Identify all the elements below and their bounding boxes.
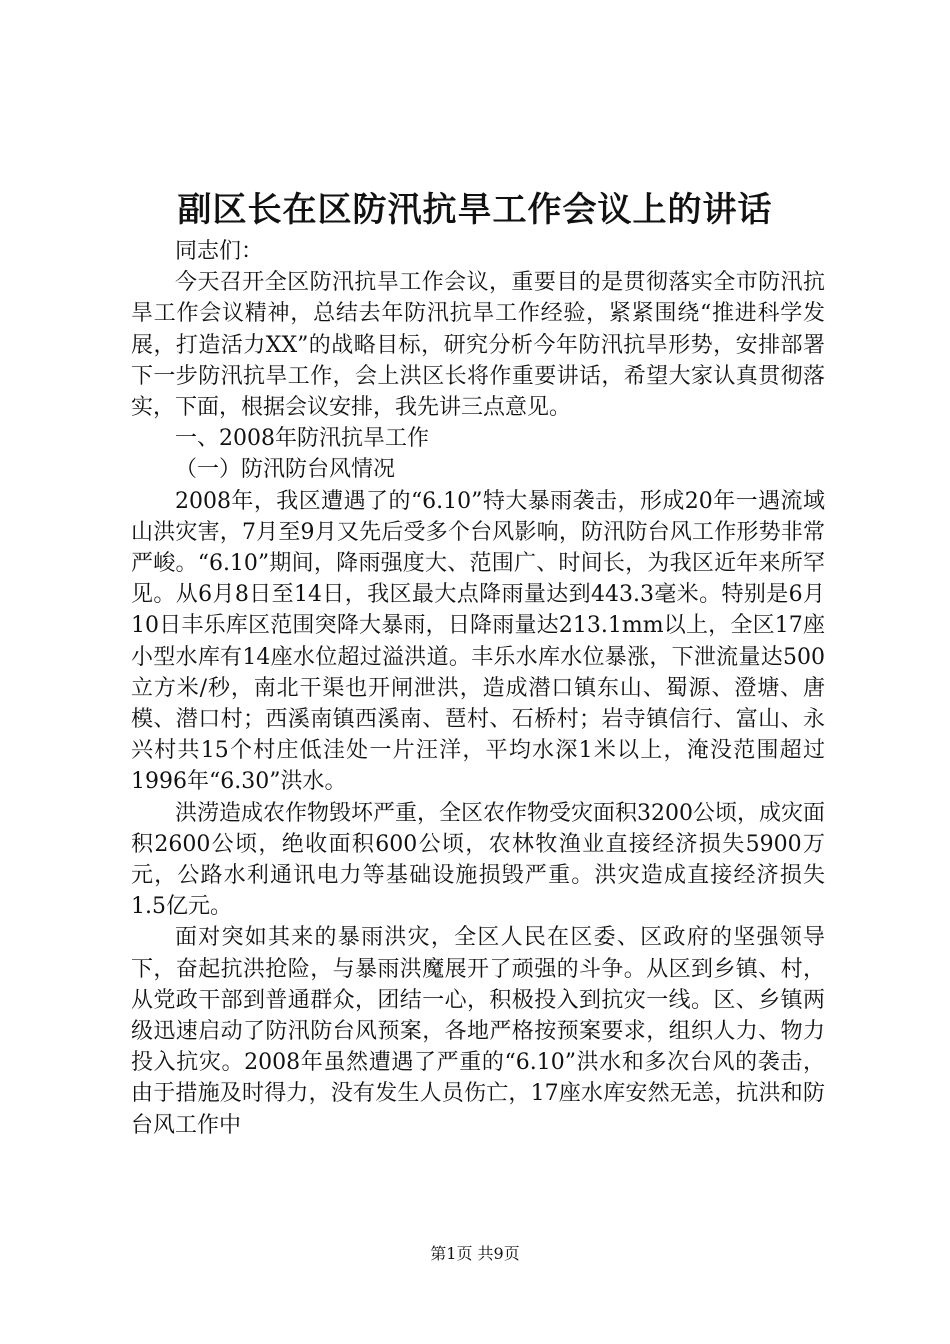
section-heading: 一、2008年防汛抗旱工作 xyxy=(175,426,429,452)
page-number-footer: 第1页 共9页 xyxy=(430,1244,520,1263)
subsection-heading: （一）防汛防台风情况 xyxy=(175,457,396,483)
document-body xyxy=(131,236,825,1141)
paragraph-flood-response: 面对突如其来的暴雨洪灾，全区人民在区委、区政府的坚强领导下，奋起抗洪抢险，与暴雨洪魔展开了顽强的斗争。从区到乡镇、村，从党政干部到普通群众，团结一心，积极投入到抗灾一线。区、乡镇两级迅速启动了防汛防台风预案，各地严格按预案要求，组织人力、物力投入抗灾。2008年虽然遭遇了严重的“6.10”洪水和多次台风的袭击，由于措施及时得力，没有发生人员伤亡，17座水库安然无恙，抗洪和防台风工作中 xyxy=(131,925,825,1138)
paragraph-flood-overview: 2008年，我区遭遇了的“6.10”特大暴雨袭击，形成20年一遇流域山洪灾害，7月至9月又先后受多个台风影响，防汛防台风工作形势非常严峻。“6.10”期间，降雨强度大、范围广、时间长，为我区近年来所罕见。从6月8日至14日，我区最大点降雨量达到443.3毫米。特别是6月10日丰乐库区范围突降大暴雨，日降雨量达213.1mm以上，全区17座小型水库有14座水位超过溢洪道。丰乐水库水位暴涨，下泄流量达500立方米/秒，南北干渠也开闸泄洪，造成潜口镇东山、蜀源、澄塘、唐模、潜口村；西溪南镇西溪南、琶村、石桥村；岩寺镇信行、富山、永兴村共15个村庄低洼处一片汪洋，平均水深1米以上，淹没范围超过1996年“6.30”洪水。 xyxy=(131,488,825,795)
paragraph-flood-losses: 洪涝造成农作物毁坏严重，全区农作物受灾面积3200公顷，成灾面积2600公顷，绝收面积600公顷，农林牧渔业直接经济损失5900万元，公路水利通讯电力等基础设施损毁严重。洪灾造成直接经济损失1.5亿元。 xyxy=(131,800,825,920)
document-title: 副区长在区防汛抗旱工作会议上的讲话 xyxy=(177,190,773,230)
paragraph-intro: 今天召开全区防汛抗旱工作会议，重要目的是贯彻落实全市防汛抗旱工作会议精神，总结去年防汛抗旱工作经验，紧紧围绕“推进科学发展，打造活力XX”的战略目标，研究分析今年防汛抗旱形势，安排部署下一步防汛抗旱工作，会上洪区长将作重要讲话，希望大家认真贯彻落实，下面，根据会议安排，我先讲三点意见。 xyxy=(131,270,825,421)
paragraph-greeting: 同志们： xyxy=(175,239,264,264)
